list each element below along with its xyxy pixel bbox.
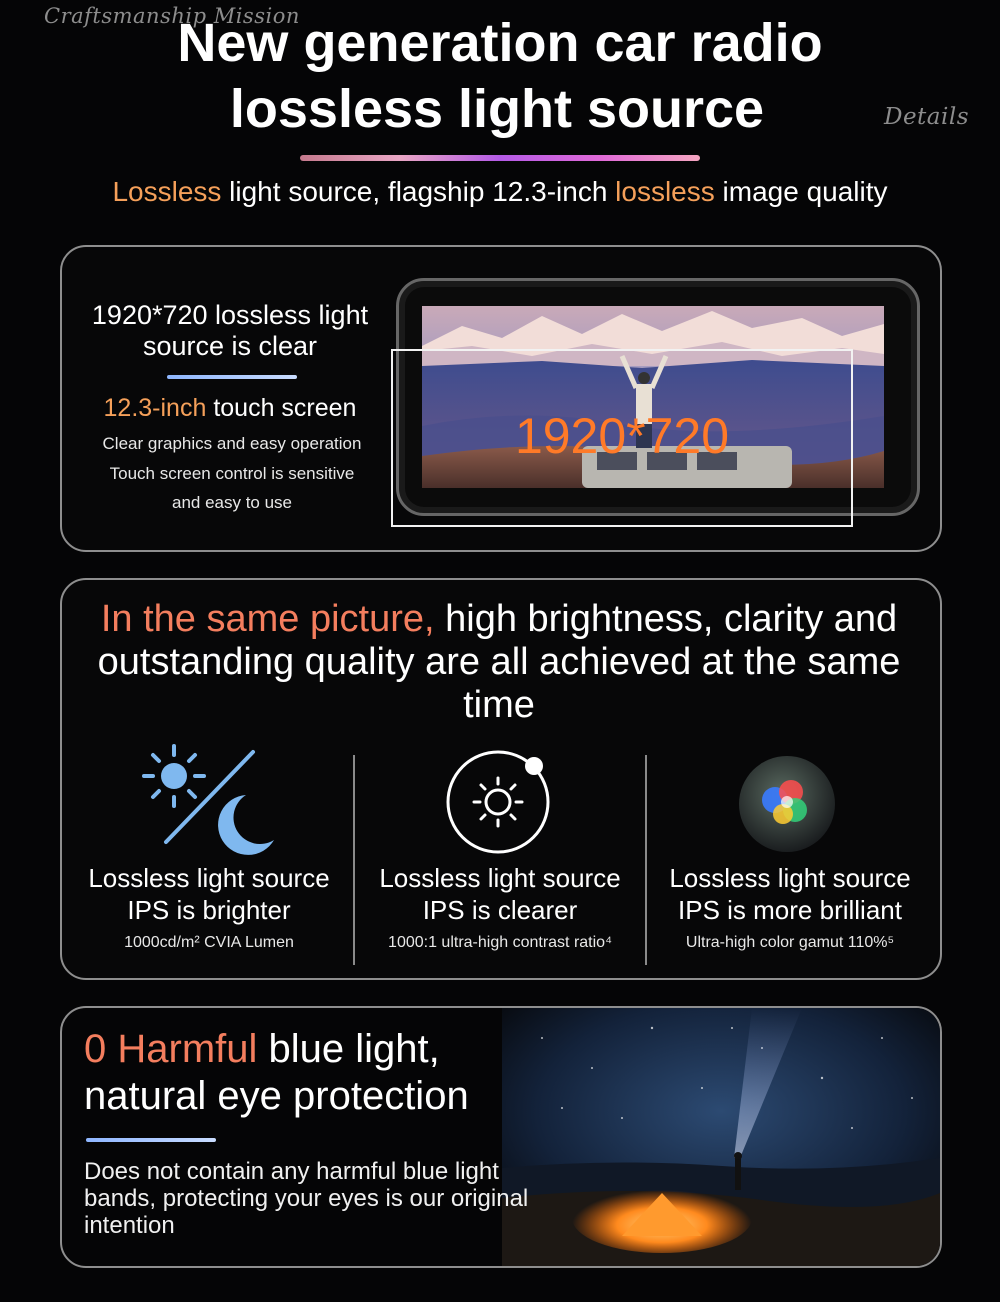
subtitle-text-2: image quality bbox=[714, 176, 888, 207]
page-title-line1: New generation car radio bbox=[177, 13, 823, 73]
quality-heading-highlight: In the same picture, bbox=[100, 598, 435, 640]
feature-line-3: and easy to use bbox=[171, 493, 293, 512]
screen-size-highlight: 12.3-inch bbox=[103, 394, 207, 422]
screen-size-rest: touch screen bbox=[206, 394, 357, 422]
feature-line-1: Clear graphics and easy operation bbox=[102, 434, 362, 453]
quality-heading bbox=[60, 598, 938, 727]
heading-underline bbox=[167, 375, 297, 379]
feature-clearer-title: Lossless light source IPS is clearer bbox=[379, 863, 621, 925]
eye-protection-description: Does not contain any harmful blue light bands, protecting your eyes is our original intention bbox=[84, 1158, 529, 1239]
brightness-icon bbox=[440, 748, 560, 863]
feature-brighter-title: Lossless light source IPS is brighter bbox=[88, 863, 330, 925]
subtitle-highlight-1: Lossless bbox=[112, 176, 222, 207]
eye-protection-underline bbox=[86, 1138, 216, 1142]
page-title-line2: lossless light source bbox=[229, 79, 765, 139]
feature-brighter-detail: 1000cd/m² CVIA Lumen bbox=[124, 934, 294, 951]
resolution-overlay-label: 1920*720 bbox=[514, 408, 730, 464]
eye-protection-heading-rest: blue light, natural eye protection bbox=[84, 1027, 469, 1118]
feature-brilliant-detail: Ultra-high color gamut 110%⁵ bbox=[685, 934, 895, 951]
watermark-top-left: Craftsmanship Mission bbox=[44, 4, 300, 28]
color-gamut-icon bbox=[735, 752, 839, 861]
night-sky-camp-image bbox=[502, 1008, 940, 1266]
page-subtitle bbox=[0, 176, 1000, 208]
subtitle-text-1: light source, flagship 12.3-inch bbox=[221, 176, 616, 207]
subtitle-highlight-2: lossless bbox=[615, 176, 715, 207]
sun-moon-icon bbox=[138, 740, 283, 860]
eye-protection-highlight: 0 Harmful bbox=[84, 1027, 258, 1071]
eye-protection-heading bbox=[84, 1026, 534, 1120]
screen-size-label bbox=[80, 394, 380, 423]
resolution-heading: 1920*720 lossless light source is clear bbox=[91, 300, 369, 361]
watermark-details: Details bbox=[884, 104, 970, 130]
feature-line-2: Touch screen control is sensitive bbox=[109, 464, 355, 483]
feature-clearer-detail: 1000:1 ultra-high contrast ratio⁴ bbox=[388, 934, 612, 951]
quality-heading-rest: high brightness, clarity and outstanding quality are all achieved at the same time bbox=[97, 598, 901, 726]
feature-brilliant-title: Lossless light source IPS is more brilliant bbox=[669, 863, 911, 925]
title-underline bbox=[300, 155, 700, 161]
